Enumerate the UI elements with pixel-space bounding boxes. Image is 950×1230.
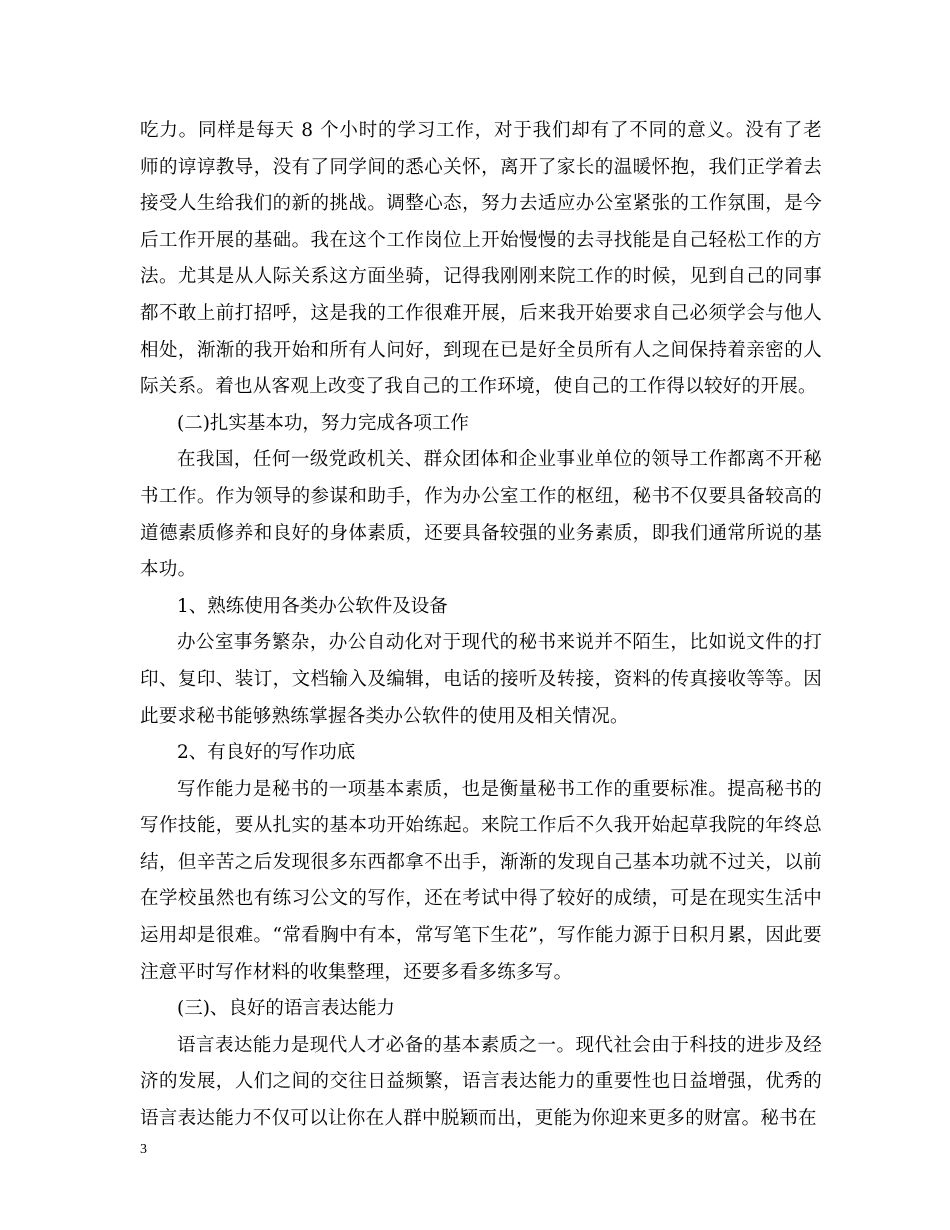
paragraph-5: 语言表达能力是现代人才必备的基本素质之一。现代社会由于科技的进步及经济的发展，人们之间的交往日益频繁，语言表达能力的重要性也日益增强，优秀的语言表达能力不仅可以让你在人群中脱颖而出，更能为你迎来更多的财富。秘书在 bbox=[140, 1034, 822, 1130]
subheading-2: 2、有良好的写作功底 bbox=[177, 742, 356, 764]
paragraph-3: 办公室事务繁杂，办公自动化对于现代的秘书来说并不陌生，比如说文件的打印、复印、装订，文档输入及编辑，电话的接听及转接，资料的传真接收等等。因此要求秘书能够熟练掌握各类办公软件的使用及相关情况。 bbox=[140, 632, 822, 727]
subheading-1: 1、熟练使用各类办公软件及设备 bbox=[177, 595, 448, 617]
paragraph-2: 在我国，任何一级党政机关、群众团体和企业事业单位的领导工作都离不开秘书工作。作为领导的参谋和助手，作为办公室工作的枢纽，秘书不仅要具备较高的道德素质修养和良好的身体素质，还要具备较强的业务素质，即我们通常所说的基本功。 bbox=[140, 449, 822, 581]
paragraph-1: 吃力。同样是每天 8 个小时的学习工作，对于我们却有了不同的意义。没有了老师的谆谆教导，没有了同学间的悉心关怀，离开了家长的温暖怀抱，我们正学着去接受人生给我们的新的挑战。调整心态，努力去适应办公室紧张的工作氛围，是今后工作开展的基础。我在这个工作岗位上开始慢慢的去寻找能是自己轻松工作的方法。尤其是从人际关系这方面坐骑，记得我刚刚来院工作的时候，见到自己的同事都不敢上前打招呼，这是我的工作很难开展，后来我开始要求自己必须学会与他人相处，渐渐的我开始和所有人问好，到现在已是好全员所有人之间保持着亲密的人际关系。着也从客观上改变了我自己的工作环境，使自己的工作得以较好的开展。 bbox=[140, 120, 822, 398]
section-heading-2: (二)扎实基本功，努力完成各项工作 bbox=[177, 412, 469, 434]
paragraph-4: 写作能力是秘书的一项基本素质，也是衡量秘书工作的重要标准。提高秘书的写作技能，要从扎实的基本功开始练起。来院工作后不久我开始起草我院的年终总结，但辛苦之后发现很多东西都拿不出手，渐渐的发现自己基本功就不过关，以前在学校虽然也有练习公文的写作，还在考试中得了较好的成绩，可是在现实生活中运用却是很难。“常看胸中有本，常写笔下生花”，写作能力源于日积月累，因此要注意平时写作材料的收集整理，还要多看多练多写。 bbox=[140, 778, 822, 983]
page-number: 3 bbox=[140, 1142, 147, 1157]
section-heading-3: (三)、良好的语言表达能力 bbox=[177, 998, 395, 1020]
text-body bbox=[140, 113, 822, 1138]
